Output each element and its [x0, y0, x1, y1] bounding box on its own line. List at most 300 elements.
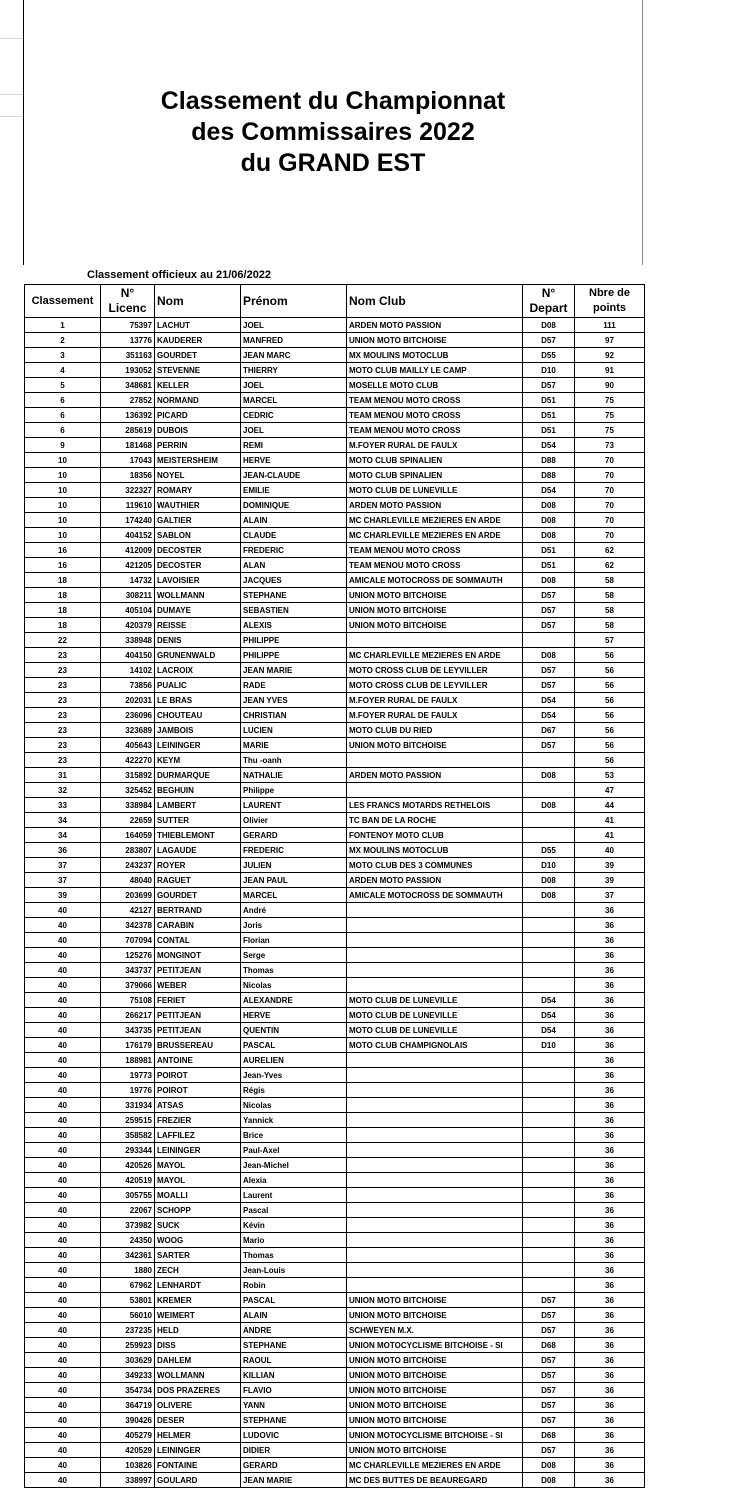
cell-firstname[interactable]: Brice: [241, 1128, 347, 1143]
table-row[interactable]: [25, 1338, 645, 1353]
cell-club[interactable]: [347, 933, 523, 948]
table-row[interactable]: [25, 1293, 645, 1308]
cell-depart[interactable]: D88: [523, 453, 575, 468]
cell-firstname[interactable]: EMILIE: [241, 483, 347, 498]
cell-name[interactable]: PICARD: [155, 408, 241, 423]
cell-rank[interactable]: 23: [25, 693, 101, 708]
cell-points[interactable]: 70: [575, 528, 645, 543]
cell-firstname[interactable]: ALEXANDRE: [241, 993, 347, 1008]
cell-firstname[interactable]: Pascal: [241, 1203, 347, 1218]
cell-depart[interactable]: D88: [523, 468, 575, 483]
header-club[interactable]: Nom Club: [347, 285, 523, 318]
table-row[interactable]: [25, 1443, 645, 1458]
cell-name[interactable]: KREMER: [155, 1293, 241, 1308]
cell-club[interactable]: UNION MOTO BITCHOISE: [347, 1443, 523, 1458]
table-row[interactable]: [25, 1083, 645, 1098]
cell-points[interactable]: 36: [575, 993, 645, 1008]
cell-licence[interactable]: 259923: [101, 1338, 155, 1353]
cell-name[interactable]: LACROIX: [155, 663, 241, 678]
cell-rank[interactable]: 23: [25, 708, 101, 723]
cell-name[interactable]: DESER: [155, 1413, 241, 1428]
cell-club[interactable]: MOTO CLUB DE LUNEVILLE: [347, 1023, 523, 1038]
cell-points[interactable]: 47: [575, 783, 645, 798]
cell-rank[interactable]: 40: [25, 933, 101, 948]
cell-rank[interactable]: 40: [25, 1473, 101, 1488]
table-row[interactable]: [25, 723, 645, 738]
cell-points[interactable]: 36: [575, 1023, 645, 1038]
cell-points[interactable]: 36: [575, 933, 645, 948]
cell-depart[interactable]: D08: [523, 798, 575, 813]
cell-firstname[interactable]: Laurent: [241, 1188, 347, 1203]
cell-depart[interactable]: D08: [523, 573, 575, 588]
cell-name[interactable]: MONGINOT: [155, 948, 241, 963]
cell-firstname[interactable]: ALEXIS: [241, 618, 347, 633]
cell-firstname[interactable]: Kévin: [241, 1218, 347, 1233]
cell-club[interactable]: [347, 1173, 523, 1188]
cell-rank[interactable]: 40: [25, 1368, 101, 1383]
cell-firstname[interactable]: Nicolas: [241, 1098, 347, 1113]
table-row[interactable]: [25, 588, 645, 603]
cell-name[interactable]: DURMARQUE: [155, 768, 241, 783]
cell-rank[interactable]: 40: [25, 1203, 101, 1218]
cell-points[interactable]: 36: [575, 1308, 645, 1323]
cell-rank[interactable]: 10: [25, 453, 101, 468]
cell-licence[interactable]: 14732: [101, 573, 155, 588]
cell-depart[interactable]: D57: [523, 678, 575, 693]
cell-depart[interactable]: [523, 1098, 575, 1113]
cell-rank[interactable]: 40: [25, 1338, 101, 1353]
cell-firstname[interactable]: HERVE: [241, 1008, 347, 1023]
cell-points[interactable]: 62: [575, 543, 645, 558]
table-row[interactable]: [25, 333, 645, 348]
cell-firstname[interactable]: CHRISTIAN: [241, 708, 347, 723]
cell-licence[interactable]: 24350: [101, 1233, 155, 1248]
cell-rank[interactable]: 40: [25, 1233, 101, 1248]
cell-name[interactable]: LEININGER: [155, 1143, 241, 1158]
header-licence[interactable]: [101, 285, 155, 318]
cell-club[interactable]: UNION MOTO BITCHOISE: [347, 1308, 523, 1323]
cell-firstname[interactable]: CLAUDE: [241, 528, 347, 543]
cell-rank[interactable]: 40: [25, 1218, 101, 1233]
cell-licence[interactable]: 103826: [101, 1458, 155, 1473]
cell-club[interactable]: [347, 1083, 523, 1098]
cell-name[interactable]: SARTER: [155, 1248, 241, 1263]
cell-rank[interactable]: 4: [25, 363, 101, 378]
cell-firstname[interactable]: GERARD: [241, 828, 347, 843]
cell-firstname[interactable]: THIERRY: [241, 363, 347, 378]
table-row[interactable]: [25, 933, 645, 948]
cell-rank[interactable]: 40: [25, 1413, 101, 1428]
table-row[interactable]: [25, 468, 645, 483]
table-row[interactable]: [25, 513, 645, 528]
table-row[interactable]: [25, 1473, 645, 1488]
cell-club[interactable]: M.FOYER RURAL DE FAULX: [347, 693, 523, 708]
cell-name[interactable]: SUCK: [155, 1218, 241, 1233]
cell-name[interactable]: DECOSTER: [155, 558, 241, 573]
cell-points[interactable]: 73: [575, 438, 645, 453]
table-row[interactable]: [25, 978, 645, 993]
cell-licence[interactable]: 354734: [101, 1383, 155, 1398]
cell-depart[interactable]: D57: [523, 1383, 575, 1398]
cell-depart[interactable]: [523, 933, 575, 948]
cell-licence[interactable]: 285619: [101, 423, 155, 438]
cell-name[interactable]: LAMBERT: [155, 798, 241, 813]
cell-firstname[interactable]: RADE: [241, 678, 347, 693]
cell-name[interactable]: STEVENNE: [155, 363, 241, 378]
cell-rank[interactable]: 33: [25, 798, 101, 813]
cell-club[interactable]: ARDEN MOTO PASSION: [347, 873, 523, 888]
cell-name[interactable]: JAMBOIS: [155, 723, 241, 738]
cell-rank[interactable]: 10: [25, 498, 101, 513]
cell-points[interactable]: 36: [575, 1218, 645, 1233]
cell-depart[interactable]: D08: [523, 873, 575, 888]
cell-firstname[interactable]: Robin: [241, 1278, 347, 1293]
cell-licence[interactable]: 174240: [101, 513, 155, 528]
cell-firstname[interactable]: PASCAL: [241, 1293, 347, 1308]
cell-licence[interactable]: 343737: [101, 963, 155, 978]
cell-name[interactable]: SABLON: [155, 528, 241, 543]
cell-licence[interactable]: 13776: [101, 333, 155, 348]
cell-points[interactable]: 58: [575, 573, 645, 588]
cell-licence[interactable]: 358582: [101, 1128, 155, 1143]
cell-depart[interactable]: [523, 1263, 575, 1278]
table-row[interactable]: [25, 1203, 645, 1218]
cell-firstname[interactable]: JEAN YVES: [241, 693, 347, 708]
table-row[interactable]: [25, 1428, 645, 1443]
cell-points[interactable]: 36: [575, 1038, 645, 1053]
cell-points[interactable]: 97: [575, 333, 645, 348]
cell-rank[interactable]: 18: [25, 603, 101, 618]
cell-depart[interactable]: D57: [523, 1398, 575, 1413]
cell-rank[interactable]: 23: [25, 663, 101, 678]
cell-rank[interactable]: 34: [25, 813, 101, 828]
cell-firstname[interactable]: JEAN PAUL: [241, 873, 347, 888]
table-row[interactable]: [25, 318, 645, 333]
cell-licence[interactable]: 404152: [101, 528, 155, 543]
cell-rank[interactable]: 10: [25, 528, 101, 543]
cell-name[interactable]: LAVOISIER: [155, 573, 241, 588]
cell-points[interactable]: 36: [575, 1428, 645, 1443]
cell-club[interactable]: [347, 1143, 523, 1158]
cell-firstname[interactable]: HERVE: [241, 453, 347, 468]
cell-licence[interactable]: 420526: [101, 1158, 155, 1173]
cell-points[interactable]: 56: [575, 693, 645, 708]
table-row[interactable]: [25, 648, 645, 663]
cell-rank[interactable]: 3: [25, 348, 101, 363]
cell-points[interactable]: 58: [575, 618, 645, 633]
cell-club[interactable]: [347, 978, 523, 993]
cell-name[interactable]: HELD: [155, 1323, 241, 1338]
cell-firstname[interactable]: Nicolas: [241, 978, 347, 993]
cell-name[interactable]: RAGUET: [155, 873, 241, 888]
cell-rank[interactable]: 32: [25, 783, 101, 798]
cell-points[interactable]: 44: [575, 798, 645, 813]
table-row[interactable]: [25, 453, 645, 468]
cell-depart[interactable]: D54: [523, 993, 575, 1008]
cell-firstname[interactable]: STEPHANE: [241, 588, 347, 603]
cell-depart[interactable]: D57: [523, 738, 575, 753]
cell-points[interactable]: 56: [575, 723, 645, 738]
cell-name[interactable]: MAYOL: [155, 1173, 241, 1188]
cell-name[interactable]: WOOG: [155, 1233, 241, 1248]
cell-licence[interactable]: 164059: [101, 828, 155, 843]
cell-name[interactable]: GALTIER: [155, 513, 241, 528]
cell-rank[interactable]: 40: [25, 1188, 101, 1203]
cell-depart[interactable]: [523, 633, 575, 648]
cell-points[interactable]: 37: [575, 888, 645, 903]
cell-rank[interactable]: 40: [25, 1128, 101, 1143]
cell-club[interactable]: [347, 633, 523, 648]
cell-name[interactable]: CHOUTEAU: [155, 708, 241, 723]
cell-club[interactable]: M.FOYER RURAL DE FAULX: [347, 438, 523, 453]
cell-depart[interactable]: [523, 963, 575, 978]
cell-club[interactable]: MOTO CROSS CLUB DE LEYVILLER: [347, 678, 523, 693]
cell-firstname[interactable]: JULIEN: [241, 858, 347, 873]
cell-firstname[interactable]: Florian: [241, 933, 347, 948]
table-row[interactable]: [25, 603, 645, 618]
table-row[interactable]: [25, 783, 645, 798]
table-row[interactable]: [25, 948, 645, 963]
cell-club[interactable]: MOTO CLUB DES 3 COMMUNES: [347, 858, 523, 873]
cell-firstname[interactable]: Thu -oanh: [241, 753, 347, 768]
cell-club[interactable]: MOTO CLUB CHAMPIGNOLAIS: [347, 1038, 523, 1053]
cell-licence[interactable]: 22067: [101, 1203, 155, 1218]
cell-licence[interactable]: 420519: [101, 1173, 155, 1188]
cell-firstname[interactable]: MANFRED: [241, 333, 347, 348]
cell-name[interactable]: LEININGER: [155, 1443, 241, 1458]
cell-rank[interactable]: 1: [25, 318, 101, 333]
cell-club[interactable]: UNION MOTO BITCHOISE: [347, 333, 523, 348]
cell-club[interactable]: MC CHARLEVILLE MEZIERES EN ARDE: [347, 513, 523, 528]
cell-name[interactable]: POIROT: [155, 1083, 241, 1098]
cell-name[interactable]: ATSAS: [155, 1098, 241, 1113]
cell-licence[interactable]: 342378: [101, 918, 155, 933]
cell-points[interactable]: 39: [575, 858, 645, 873]
cell-name[interactable]: NOYEL: [155, 468, 241, 483]
cell-licence[interactable]: 283807: [101, 843, 155, 858]
table-row[interactable]: [25, 393, 645, 408]
cell-licence[interactable]: 243237: [101, 858, 155, 873]
cell-points[interactable]: 36: [575, 1158, 645, 1173]
table-row[interactable]: [25, 993, 645, 1008]
cell-points[interactable]: 36: [575, 1008, 645, 1023]
cell-points[interactable]: 56: [575, 708, 645, 723]
cell-licence[interactable]: 390426: [101, 1413, 155, 1428]
cell-firstname[interactable]: JACQUES: [241, 573, 347, 588]
cell-firstname[interactable]: PHILIPPE: [241, 633, 347, 648]
cell-name[interactable]: GOURDET: [155, 888, 241, 903]
cell-rank[interactable]: 23: [25, 753, 101, 768]
cell-licence[interactable]: 125276: [101, 948, 155, 963]
table-row[interactable]: [25, 798, 645, 813]
cell-depart[interactable]: [523, 948, 575, 963]
cell-points[interactable]: 92: [575, 348, 645, 363]
cell-club[interactable]: MOTO CLUB DE LUNEVILLE: [347, 483, 523, 498]
cell-depart[interactable]: D57: [523, 1443, 575, 1458]
cell-club[interactable]: UNION MOTO BITCHOISE: [347, 603, 523, 618]
cell-licence[interactable]: 48040: [101, 873, 155, 888]
cell-points[interactable]: 36: [575, 1248, 645, 1263]
cell-depart[interactable]: D55: [523, 843, 575, 858]
cell-club[interactable]: AMICALE MOTOCROSS DE SOMMAUTH: [347, 573, 523, 588]
table-row[interactable]: [25, 1278, 645, 1293]
cell-rank[interactable]: 2: [25, 333, 101, 348]
cell-licence[interactable]: 405279: [101, 1428, 155, 1443]
cell-firstname[interactable]: YANN: [241, 1398, 347, 1413]
cell-points[interactable]: 70: [575, 453, 645, 468]
cell-licence[interactable]: 18356: [101, 468, 155, 483]
cell-licence[interactable]: 405104: [101, 603, 155, 618]
cell-licence[interactable]: 1880: [101, 1263, 155, 1278]
cell-depart[interactable]: D57: [523, 1368, 575, 1383]
cell-firstname[interactable]: CEDRIC: [241, 408, 347, 423]
cell-club[interactable]: UNION MOTO BITCHOISE: [347, 738, 523, 753]
cell-licence[interactable]: 322327: [101, 483, 155, 498]
cell-firstname[interactable]: Paul-Axel: [241, 1143, 347, 1158]
cell-rank[interactable]: 6: [25, 393, 101, 408]
cell-rank[interactable]: 40: [25, 1428, 101, 1443]
cell-depart[interactable]: D51: [523, 543, 575, 558]
cell-name[interactable]: MEISTERSHEIM: [155, 453, 241, 468]
cell-rank[interactable]: 23: [25, 723, 101, 738]
cell-firstname[interactable]: Alexia: [241, 1173, 347, 1188]
cell-points[interactable]: 58: [575, 588, 645, 603]
cell-name[interactable]: LAGAUDE: [155, 843, 241, 858]
cell-rank[interactable]: 23: [25, 648, 101, 663]
cell-club[interactable]: UNION MOTOCYCLISME BITCHOISE - SI: [347, 1428, 523, 1443]
cell-points[interactable]: 36: [575, 1173, 645, 1188]
cell-name[interactable]: DOS PRAZERES: [155, 1383, 241, 1398]
table-row[interactable]: [25, 408, 645, 423]
cell-depart[interactable]: D08: [523, 768, 575, 783]
cell-club[interactable]: MOTO CROSS CLUB DE LEYVILLER: [347, 663, 523, 678]
cell-licence[interactable]: 14102: [101, 663, 155, 678]
cell-points[interactable]: 36: [575, 1068, 645, 1083]
cell-licence[interactable]: 203699: [101, 888, 155, 903]
cell-rank[interactable]: 23: [25, 678, 101, 693]
cell-firstname[interactable]: QUENTIN: [241, 1023, 347, 1038]
cell-licence[interactable]: 342361: [101, 1248, 155, 1263]
cell-depart[interactable]: D57: [523, 663, 575, 678]
cell-club[interactable]: MOTO CLUB MAILLY LE CAMP: [347, 363, 523, 378]
cell-firstname[interactable]: MARCEL: [241, 888, 347, 903]
cell-depart[interactable]: D08: [523, 318, 575, 333]
cell-name[interactable]: WEIMERT: [155, 1308, 241, 1323]
cell-name[interactable]: CARABIN: [155, 918, 241, 933]
table-row[interactable]: [25, 1233, 645, 1248]
cell-name[interactable]: DUMAYE: [155, 603, 241, 618]
cell-name[interactable]: PERRIN: [155, 438, 241, 453]
table-row[interactable]: [25, 558, 645, 573]
cell-name[interactable]: FREZIER: [155, 1113, 241, 1128]
cell-depart[interactable]: D51: [523, 408, 575, 423]
cell-rank[interactable]: 40: [25, 1398, 101, 1413]
cell-firstname[interactable]: STEPHANE: [241, 1413, 347, 1428]
cell-licence[interactable]: 259515: [101, 1113, 155, 1128]
table-row[interactable]: [25, 1158, 645, 1173]
cell-rank[interactable]: 40: [25, 1458, 101, 1473]
table-row[interactable]: [25, 1008, 645, 1023]
cell-firstname[interactable]: DOMINIQUE: [241, 498, 347, 513]
cell-firstname[interactable]: ALAN: [241, 558, 347, 573]
cell-firstname[interactable]: JOEL: [241, 318, 347, 333]
header-points[interactable]: [575, 285, 645, 318]
table-row[interactable]: [25, 1023, 645, 1038]
table-row[interactable]: [25, 1068, 645, 1083]
cell-club[interactable]: AMICALE MOTOCROSS DE SOMMAUTH: [347, 888, 523, 903]
cell-name[interactable]: NORMAND: [155, 393, 241, 408]
cell-rank[interactable]: 37: [25, 873, 101, 888]
cell-name[interactable]: LENHARDT: [155, 1278, 241, 1293]
cell-firstname[interactable]: JOEL: [241, 423, 347, 438]
cell-club[interactable]: TEAM MENOU MOTO CROSS: [347, 558, 523, 573]
cell-depart[interactable]: D57: [523, 1353, 575, 1368]
cell-firstname[interactable]: Jean-Louis: [241, 1263, 347, 1278]
cell-name[interactable]: GRUNENWALD: [155, 648, 241, 663]
cell-points[interactable]: 90: [575, 378, 645, 393]
cell-firstname[interactable]: GERARD: [241, 1458, 347, 1473]
cell-firstname[interactable]: Mario: [241, 1233, 347, 1248]
cell-rank[interactable]: 18: [25, 588, 101, 603]
cell-club[interactable]: MOTO CLUB DU RIED: [347, 723, 523, 738]
cell-club[interactable]: [347, 1128, 523, 1143]
cell-club[interactable]: [347, 948, 523, 963]
cell-points[interactable]: 62: [575, 558, 645, 573]
cell-name[interactable]: PUALIC: [155, 678, 241, 693]
table-row[interactable]: [25, 528, 645, 543]
cell-rank[interactable]: 18: [25, 573, 101, 588]
header-name[interactable]: Nom: [155, 285, 241, 318]
cell-depart[interactable]: [523, 1278, 575, 1293]
cell-depart[interactable]: [523, 828, 575, 843]
table-row[interactable]: [25, 963, 645, 978]
cell-licence[interactable]: 42127: [101, 903, 155, 918]
cell-rank[interactable]: 10: [25, 483, 101, 498]
cell-points[interactable]: 36: [575, 1293, 645, 1308]
cell-firstname[interactable]: Jean-Yves: [241, 1068, 347, 1083]
cell-club[interactable]: ARDEN MOTO PASSION: [347, 768, 523, 783]
cell-name[interactable]: HELMER: [155, 1428, 241, 1443]
cell-depart[interactable]: D08: [523, 513, 575, 528]
cell-depart[interactable]: [523, 1158, 575, 1173]
cell-licence[interactable]: 422270: [101, 753, 155, 768]
cell-firstname[interactable]: LUDOVIC: [241, 1428, 347, 1443]
cell-firstname[interactable]: FREDERIC: [241, 543, 347, 558]
table-row[interactable]: [25, 828, 645, 843]
cell-club[interactable]: [347, 1113, 523, 1128]
cell-depart[interactable]: D57: [523, 333, 575, 348]
cell-points[interactable]: 36: [575, 1368, 645, 1383]
cell-rank[interactable]: 40: [25, 1443, 101, 1458]
cell-points[interactable]: 75: [575, 393, 645, 408]
cell-licence[interactable]: 67962: [101, 1278, 155, 1293]
cell-licence[interactable]: 331934: [101, 1098, 155, 1113]
cell-licence[interactable]: 420379: [101, 618, 155, 633]
cell-name[interactable]: REISSE: [155, 618, 241, 633]
table-row[interactable]: [25, 873, 645, 888]
cell-licence[interactable]: 75397: [101, 318, 155, 333]
cell-depart[interactable]: D54: [523, 1023, 575, 1038]
cell-firstname[interactable]: André: [241, 903, 347, 918]
cell-points[interactable]: 53: [575, 768, 645, 783]
table-row[interactable]: [25, 1188, 645, 1203]
cell-firstname[interactable]: ANDRE: [241, 1323, 347, 1338]
table-row[interactable]: [25, 363, 645, 378]
cell-depart[interactable]: D55: [523, 348, 575, 363]
cell-name[interactable]: PETITJEAN: [155, 1008, 241, 1023]
cell-firstname[interactable]: FREDERIC: [241, 843, 347, 858]
cell-points[interactable]: 36: [575, 918, 645, 933]
